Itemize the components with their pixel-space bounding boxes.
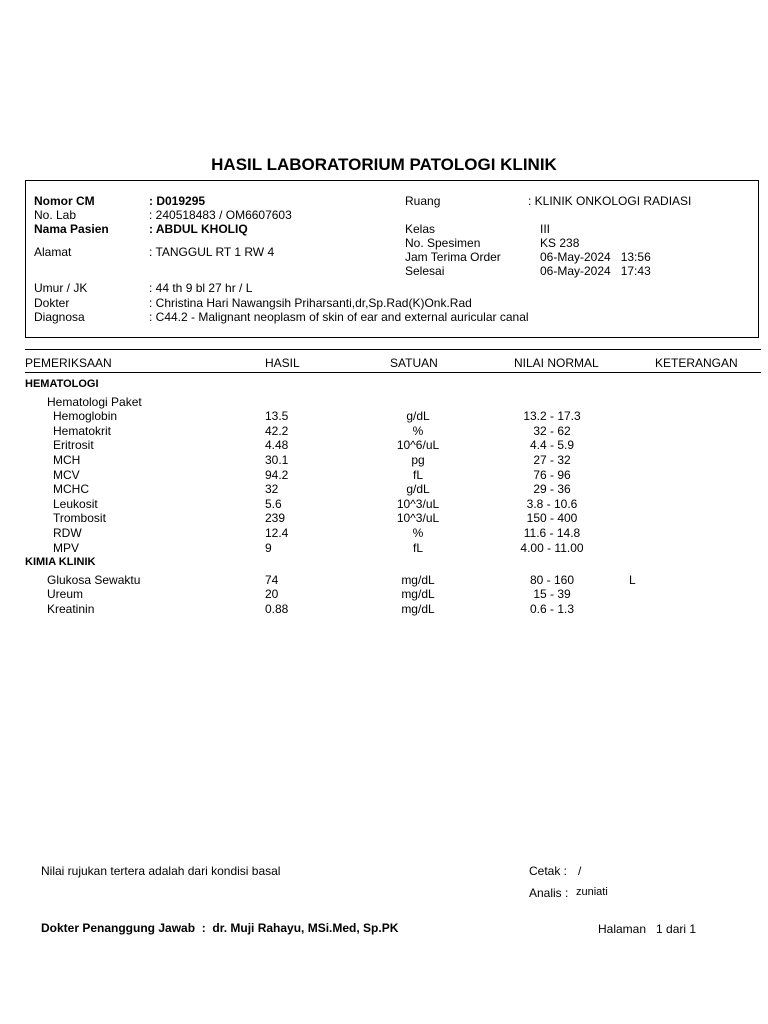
flag: L — [629, 572, 636, 587]
col-header-keterangan: KETERANGAN — [655, 356, 738, 370]
section-heading: KIMIA KLINIK — [25, 556, 96, 569]
page-title: HASIL LABORATORIUM PATOLOGI KLINIK — [211, 155, 557, 174]
no-lab-label: No. Lab — [34, 208, 77, 222]
result-value: 74 — [265, 572, 279, 587]
unit: mg/dL — [401, 587, 435, 602]
reference-range: 3.8 - 10.6 — [526, 496, 578, 511]
ruang-label: Ruang — [405, 194, 441, 208]
reference-range: 76 - 96 — [533, 467, 571, 482]
kelas-value: III — [540, 222, 551, 236]
col-header-hasil: HASIL — [265, 356, 300, 370]
kelas-label: Kelas — [405, 222, 436, 236]
test-name: Ureum — [47, 587, 84, 602]
reference-range: 15 - 39 — [533, 587, 571, 602]
unit: 10^3/uL — [396, 496, 440, 511]
reference-range: 29 - 36 — [533, 482, 571, 497]
reference-range: 27 - 32 — [533, 453, 571, 467]
unit: g/dL — [406, 482, 430, 497]
test-name: RDW — [53, 526, 82, 540]
result-value: 13.5 — [265, 409, 289, 424]
analis-value: zuniati — [576, 886, 608, 898]
nama-pasien-value: : ABDUL KHOLIQ — [149, 222, 248, 236]
jam-terima-value: 06-May-2024 13:56 — [540, 250, 651, 264]
result-value: 12.4 — [265, 526, 289, 540]
group-heading: Hematologi Paket — [47, 394, 142, 409]
col-header-pemeriksaan: PEMERIKSAAN — [25, 356, 112, 370]
reference-note: Nilai rujukan tertera adalah dari kondisi basal — [41, 864, 281, 878]
umur-label: Umur / JK — [34, 281, 88, 295]
cetak-value: / — [578, 864, 582, 878]
unit: pg — [411, 453, 425, 467]
section-heading: HEMATOLOGI — [25, 378, 99, 390]
reference-range: 13.2 - 17.3 — [523, 409, 581, 424]
dokter-label: Dokter — [34, 296, 70, 310]
page-indicator: Halaman 1 dari 1 — [598, 922, 697, 936]
unit: fL — [412, 540, 423, 555]
unit: 10^6/uL — [396, 438, 440, 453]
col-header-nilai-normal: NILAI NORMAL — [514, 356, 599, 370]
jam-terima-label: Jam Terima Order — [405, 250, 501, 264]
reference-range: 80 - 160 — [529, 572, 575, 587]
test-name: Trombosit — [53, 511, 106, 526]
unit: mg/dL — [401, 602, 435, 616]
cetak-label: Cetak : — [529, 864, 568, 878]
no-lab-value: : 240518483 / OM6607603 — [149, 208, 292, 222]
test-name: MCHC — [53, 482, 89, 497]
header-top-rule — [25, 349, 761, 350]
reference-range: 150 - 400 — [526, 511, 578, 526]
spesimen-value: KS 238 — [540, 236, 580, 250]
umur-value: : 44 th 9 bl 27 hr / L — [149, 281, 253, 295]
unit: % — [412, 423, 424, 438]
result-value: 0.88 — [265, 602, 289, 616]
unit: fL — [412, 467, 423, 482]
reference-range: 32 - 62 — [533, 423, 571, 438]
nomor-cm-label: Nomor CM — [34, 194, 95, 208]
diagnosa-value: : C44.2 - Malignant neoplasm of skin of ear and external auricular canal — [149, 310, 529, 324]
result-value: 94.2 — [265, 467, 289, 482]
test-name: MCH — [53, 453, 81, 467]
nama-pasien-label: Nama Pasien — [34, 222, 109, 236]
diagnosa-label: Diagnosa — [34, 310, 85, 324]
test-name: MCV — [53, 467, 80, 482]
result-value: 30.1 — [265, 453, 289, 467]
responsible-doctor: Dokter Penanggung Jawab : dr. Muji Rahayu, MSi.Med, Sp.PK — [41, 921, 399, 935]
result-value: 32 — [265, 482, 279, 497]
selesai-value: 06-May-2024 17:43 — [540, 264, 651, 278]
col-header-satuan: SATUAN — [390, 356, 438, 370]
header-bottom-rule — [25, 372, 761, 373]
result-value: 42.2 — [265, 423, 289, 438]
test-name: Kreatinin — [47, 602, 95, 616]
analis-label: Analis : — [529, 886, 569, 900]
reference-range: 4.00 - 11.00 — [520, 540, 584, 555]
unit: 10^3/uL — [396, 511, 440, 526]
unit: % — [412, 526, 424, 540]
reference-range: 4.4 - 5.9 — [529, 438, 575, 453]
test-name: MPV — [53, 540, 80, 555]
nomor-cm-value: : D019295 — [149, 194, 206, 208]
unit: mg/dL — [401, 572, 435, 587]
dokter-value: : Christina Hari Nawangsih Priharsanti,dr,Sp.Rad(K)Onk.Rad — [149, 296, 472, 310]
result-value: 9 — [265, 540, 272, 555]
test-name: Leukosit — [53, 496, 98, 511]
reference-range: 0.6 - 1.3 — [529, 602, 575, 616]
reference-range: 11.6 - 14.8 — [523, 526, 581, 540]
test-name: Eritrosit — [53, 438, 94, 453]
test-name: Glukosa Sewaktu — [47, 572, 141, 587]
alamat-value: : TANGGUL RT 1 RW 4 — [149, 245, 275, 259]
result-value: 20 — [265, 587, 279, 602]
result-value: 4.48 — [265, 438, 289, 453]
spesimen-label: No. Spesimen — [405, 236, 481, 250]
ruang-value: : KLINIK ONKOLOGI RADIASI — [528, 194, 692, 208]
result-value: 5.6 — [265, 496, 282, 511]
test-name: Hematokrit — [53, 423, 112, 438]
alamat-label: Alamat — [34, 245, 72, 259]
result-value: 239 — [265, 511, 286, 526]
test-name: Hemoglobin — [53, 409, 118, 424]
selesai-label: Selesai — [405, 264, 445, 278]
unit: g/dL — [406, 409, 430, 424]
